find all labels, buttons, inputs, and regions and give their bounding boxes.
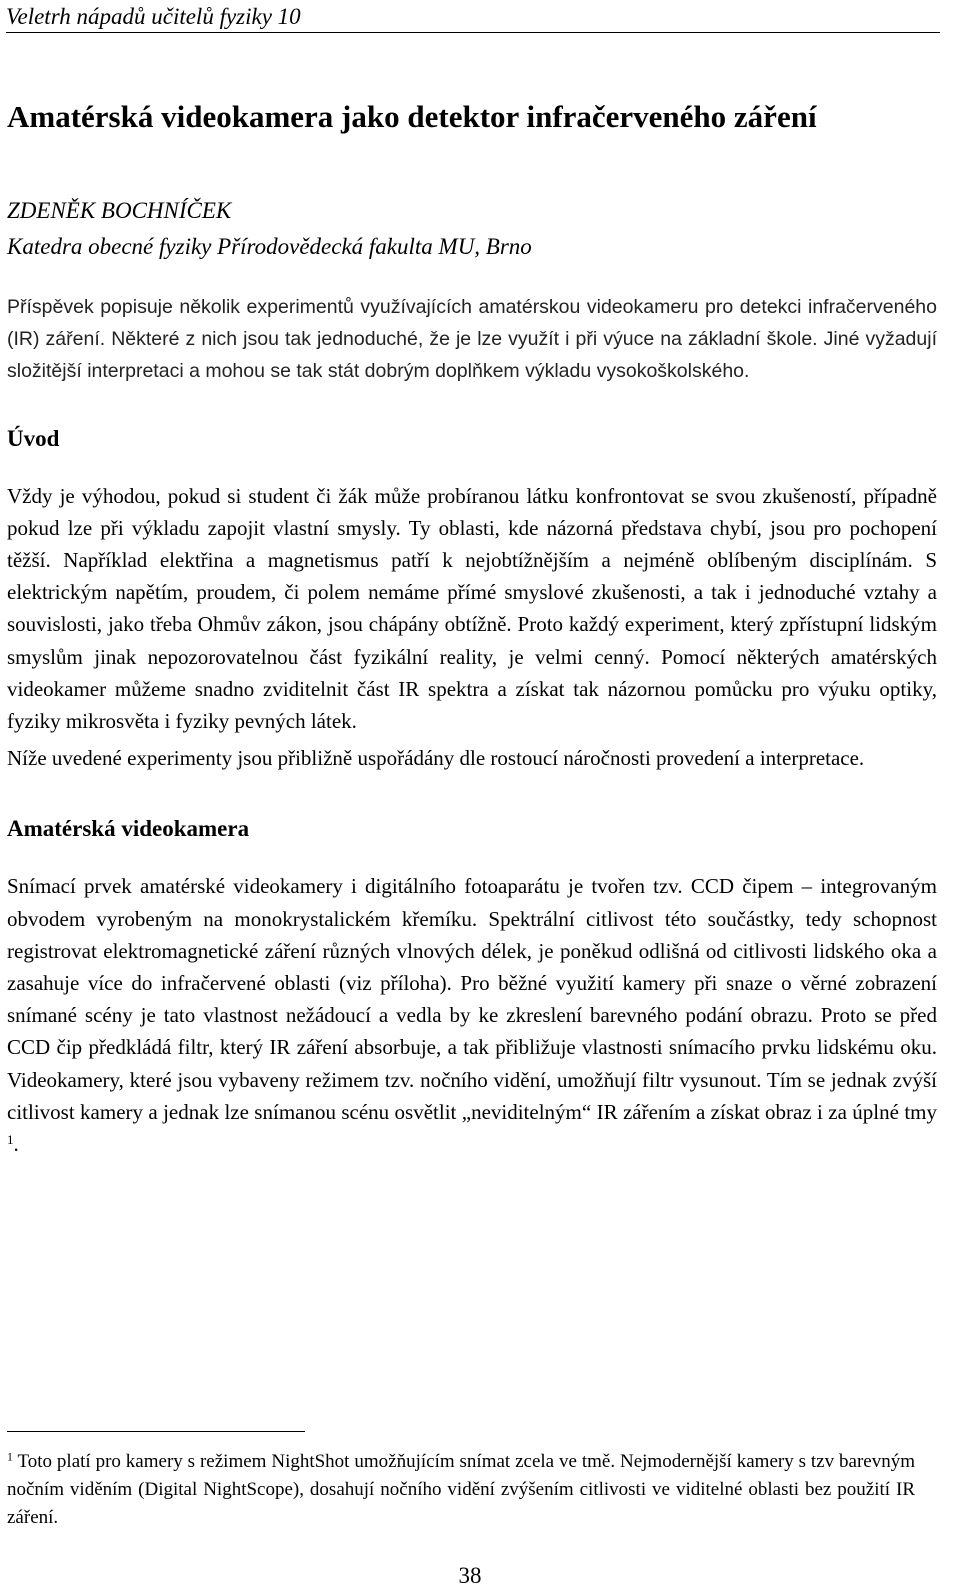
page-number: 38 <box>458 1563 482 1588</box>
author-name: ZDENĚK BOCHNÍČEK <box>7 198 232 223</box>
header-rule <box>6 32 940 33</box>
intro-paragraph-2: Níže uvedené experimenty jsou přibližně uspořádány dle rostoucí náročnosti provedení a interpretace. <box>7 746 865 771</box>
footnote-number: 1 <box>7 1450 13 1464</box>
author-block <box>7 193 937 265</box>
article-title: Amatérská videokamera jako detektor infračerveného záření <box>7 99 817 134</box>
footnote-reference: 1 <box>7 1131 14 1147</box>
abstract: Příspěvek popisuje několik experimentů využívajících amatérskou videokameru pro detekci infračerveného (IR) záření. Některé z nich jsou tak jednoduché, že je lze využít i při výuce na základní škole. Jiné vyžadují složitější interpretaci a mohou se tak stát dobrým doplňkem výkladu vysokoškolského. <box>7 296 937 383</box>
intro-paragraph-1: Vždy je výhodou, pokud si student či žák může probíranou látku konfrontovat se svou zkušeností, případně pokud lze při výkladu zapojit vlastní smysly. Ty oblasti, kde názorná představa chybí, jsou pro pochopení těžší. Například elektřina a magnetismus patří k nejobtížnějším a nejméně oblíbeným disciplínám. S elektrickým napětím, proudem, či polem nemáme přímé smyslové zkušenosti, a tak i jednoduché vztahy a souvislosti, jako třeba Ohmův zákon, jsou chápány obtížně. Proto každý experiment, který zpřístupní lidským smyslům jinak nepozorovatelnou část fyzikální reality, je velmi cenný. Pomocí některých amatérských videokamer můžeme snadno zviditelnit část IR spektra a získat tak názornou pomůcku pro výuku optiky, fyziky mikrosvěta i fyziky pevných látek. <box>7 483 937 734</box>
camera-paragraph-end: . <box>13 1132 19 1157</box>
camera-paragraph-text: Snímací prvek amatérské videokamery i digitálního fotoaparátu je tvořen tzv. CCD čipem – integrovaným obvodem vyrobeným na monokrystalickém křemíku. Spektrální citlivost této součástky, tedy schopnost registrovat elektromagnetické záření různých vlnových délek, je poněkud odlišná od citlivosti lidského oka a zasahuje více do infračervené oblasti (viz příloha). Pro běžné využití kamery při snaze o věrné zobrazení snímané scény je tato vlastnost nežádoucí a vedla by ke zkreslení barevného podání obrazu. Proto se před CCD čip předkládá filtr, který IR záření absorbuje, a tak přibližuje vlastnosti snímacího prvku lidskému oku. Videokamery, které jsou vybaveny režimem tzv. nočního vidění, umožňují filtr vysunout. Tím se jednak zvýší citlivost kamery a jednak lze snímanou scénu osvětlit „neviditelným“ IR zářením a získat obraz i za úplné tmy <box>7 874 937 1124</box>
footnote-rule <box>7 1431 305 1432</box>
article-body <box>7 96 937 1160</box>
running-header: Veletrh nápadů učitelů fyziky 10 <box>6 4 301 29</box>
section-heading-camera: Amatérská videokamera <box>7 816 250 842</box>
footnote <box>7 1448 915 1532</box>
footnote-text: Toto platí pro kamery s režimem NightShot umožňujícím snímat zcela ve tmě. Nejmodernější kamery s tzv barevným nočním viděním (Digital NightScope), dosahují nočního vidění zvýšením citlivosti ve viditelné oblasti bez použití IR záření. <box>7 1451 915 1528</box>
camera-paragraph <box>7 870 937 1160</box>
author-affiliation: Katedra obecné fyziky Přírodovědecká fakulta MU, Brno <box>7 234 532 259</box>
section-heading-intro: Úvod <box>7 425 60 451</box>
